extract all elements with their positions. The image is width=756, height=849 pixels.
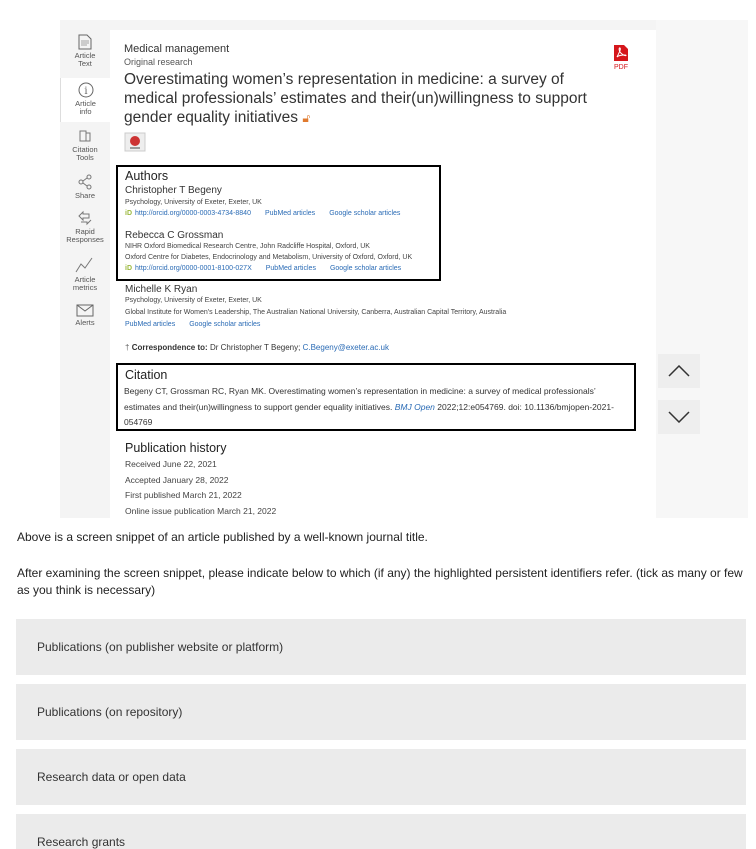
author-name[interactable]: Rebecca C Grossman — [125, 230, 224, 241]
open-access-icon: 🔓︎ — [302, 111, 311, 125]
author-links — [125, 321, 260, 328]
info-icon — [78, 82, 94, 98]
scholar-link[interactable]: Google scholar articles — [329, 210, 401, 217]
scroll-down-button[interactable] — [658, 400, 700, 434]
sidebar-item-article-metrics[interactable]: Article metrics — [60, 256, 110, 292]
crossmark-icon[interactable] — [124, 132, 146, 152]
pubmed-link[interactable]: PubMed articles — [125, 321, 176, 328]
authors-highlight-box — [116, 165, 441, 281]
article-title: Overestimating women’s representation in medicine: a survey of medical professionals’ estimates and their(un)willingness to support gender equality initiatives 🔓︎ — [124, 71, 587, 126]
article-section: Medical management — [124, 43, 230, 55]
history-item: Accepted January 28, 2022 — [125, 475, 229, 485]
mail-icon — [76, 304, 94, 317]
orcid-icon: iD — [125, 265, 132, 272]
sidebar-item-citation-tools[interactable]: Citation Tools — [60, 128, 110, 162]
right-scroll-area — [656, 20, 748, 518]
history-item: Online issue publication March 21, 2022 — [125, 506, 277, 516]
correspondence: † Correspondence to: Dr Christopher T Begeny; C.Begeny@exeter.ac.uk — [125, 343, 389, 352]
option-research-data[interactable]: Research data or open data — [16, 749, 746, 805]
orcid-link[interactable]: http://orcid.org/0000-0003-4734-8840 — [135, 210, 251, 217]
orcid-icon: iD — [125, 210, 132, 217]
chevron-up-icon — [668, 365, 690, 377]
scholar-link[interactable]: Google scholar articles — [189, 321, 261, 328]
history-item: Received June 22, 2021 — [125, 459, 217, 469]
share-icon — [77, 174, 93, 190]
author-name[interactable]: Christopher T Begeny — [125, 185, 222, 196]
article-sidebar — [60, 20, 110, 360]
author-affiliation: Psychology, University of Exeter, Exeter, UK — [125, 199, 262, 206]
pubmed-link[interactable]: PubMed articles — [264, 210, 316, 217]
sidebar-item-alerts[interactable]: Alerts — [60, 304, 110, 327]
scroll-up-button[interactable] — [658, 354, 700, 388]
author-affiliation: Global Institute for Women's Leadership, The Australian National University, Canberra, Australian Capital Territory, Australia — [125, 309, 507, 316]
pdf-button[interactable]: PDF — [608, 44, 634, 71]
pubmed-link[interactable]: PubMed articles — [265, 265, 316, 272]
history-heading: Publication history — [125, 441, 227, 455]
option-research-grants[interactable]: Research grants — [16, 814, 746, 849]
pdf-icon — [612, 44, 630, 62]
scholar-link[interactable]: Google scholar articles — [329, 265, 402, 272]
responses-icon — [77, 210, 93, 226]
citation-text: Begeny CT, Grossman RC, Ryan MK. Overestimating women’s representation in medicine: a survey of medical professionals’ estimates and their(un)willingness to support gender equality initiatives. BMJ Open 2022;12:e054769. doi: 10.1136/bmjopen-2021-054769 — [124, 386, 614, 427]
authors-heading: Authors — [125, 169, 169, 183]
document-icon — [78, 34, 92, 50]
journal-link[interactable]: BMJ Open — [394, 401, 435, 412]
survey-intro: Above is a screen snippet of an article published by a well-known journal title. — [17, 530, 428, 544]
citation-icon — [77, 128, 93, 144]
author-affiliation: Oxford Centre for Diabetes, Endocrinology and Metabolism, University of Oxford, Oxford, UK — [125, 254, 413, 261]
article-subsection: Original research — [124, 57, 193, 67]
option-publications-repository[interactable]: Publications (on repository) — [16, 684, 746, 740]
citation-heading: Citation — [125, 368, 168, 382]
history-item: First published March 21, 2022 — [125, 490, 242, 500]
sidebar-item-article-info[interactable]: i Article info — [60, 78, 110, 122]
author-affiliation: NIHR Oxford Biomedical Research Centre, John Radcliffe Hospital, Oxford, UK — [125, 243, 370, 250]
survey-question: After examining the screen snippet, please indicate below to which (if any) the highlighted persistent identifiers refer. (tick as many or few as you think is necessary) — [17, 566, 743, 597]
author-affiliation: Psychology, University of Exeter, Exeter, UK — [125, 297, 262, 304]
orcid-link[interactable]: http://orcid.org/0000-0001-8100-027X — [135, 265, 252, 272]
sidebar-item-rapid-responses[interactable]: Rapid Responses — [60, 210, 110, 244]
correspondence-email-link[interactable]: C.Begeny@exeter.ac.uk — [302, 343, 389, 352]
svg-text:i: i — [83, 86, 88, 97]
sidebar-item-share[interactable]: Share — [60, 174, 110, 200]
citation-highlight-box — [116, 363, 636, 431]
metrics-icon — [75, 256, 95, 274]
option-publications-publisher[interactable]: Publications (on publisher website or platform) — [16, 619, 746, 675]
chevron-down-icon — [668, 411, 690, 423]
sidebar-item-article-text[interactable]: Article Text — [60, 34, 110, 68]
author-name[interactable]: Michelle K Ryan — [125, 284, 198, 295]
